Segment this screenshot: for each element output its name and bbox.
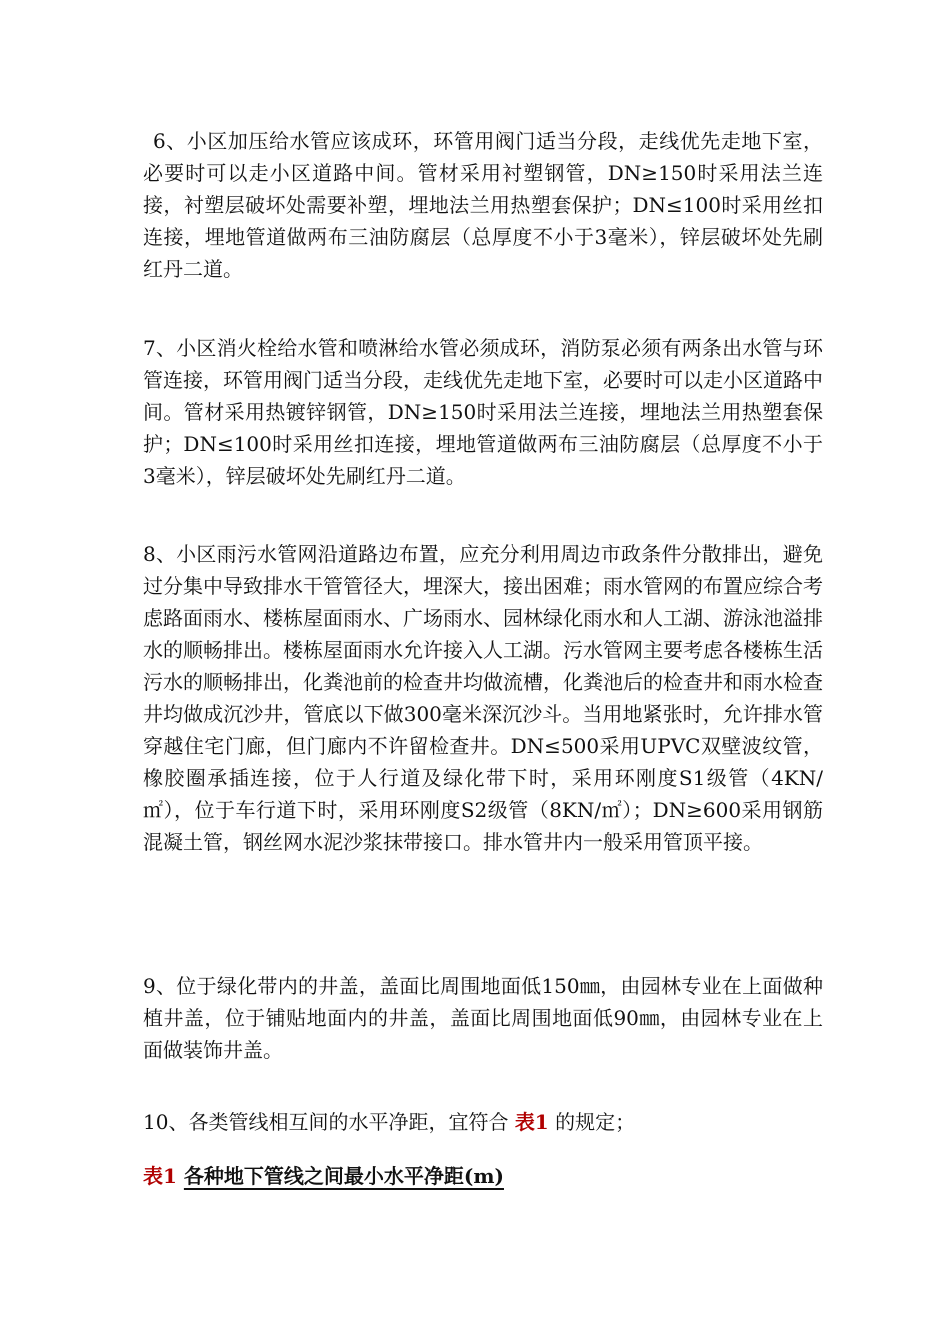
paragraph-6: 6、小区加压给水管应该成环，环管用阀门适当分段，走线优先走地下室，必要时可以走小区道路中间。管材采用衬塑钢管，DN≥150时采用法兰连接，衬塑层破坏处需要补塑，埋地法兰用热塑套保护；DN≤100时采用丝扣连接，埋地管道做两布三油防腐层（总厚度不小于3毫米），锌层破坏处先刷红丹二道。	[143, 129, 823, 281]
table-caption	[143, 1160, 504, 1192]
paragraph-10	[143, 1106, 823, 1138]
paragraph-8: 8、小区雨污水管网沿道路边布置，应充分利用周边市政条件分散排出，避免过分集中导致排水干管管径大，埋深大，接出困难；雨水管网的布置应综合考虑路面雨水、楼栋屋面雨水、广场雨水、园林绿化雨水和人工湖、游泳池溢排水的顺畅排出。楼栋屋面雨水允许接入人工湖。污水管网主要考虑各楼栋生活污水的顺畅排出，化粪池前的检查井均做流槽，化粪池后的检查井和雨水检查井均做成沉沙井，管底以下做300毫米深沉沙斗。当用地紧张时，允许排水管穿越住宅门廊，但门廊内不许留检查井。DN≤500采用UPVC双壁波纹管，橡胶圈承插连接，位于人行道及绿化带下时，采用环刚度S1级管（4KN/㎡），位于车行道下时，采用环刚度S2级管（8KN/㎡）；DN≥600采用钢筋混凝土管，钢丝网水泥沙浆抹带接口。排水管井内一般采用管顶平接。	[143, 542, 823, 854]
paragraph-10-text-before: 10、各类管线相互间的水平净距，宜符合	[143, 1110, 515, 1134]
paragraph-9: 9、位于绿化带内的井盖，盖面比周围地面低150㎜，由园林专业在上面做种植井盖，位于铺贴地面内的井盖，盖面比周围地面低90㎜，由园林专业在上面做装饰井盖。	[143, 974, 823, 1062]
table-reference: 表1	[514, 1110, 549, 1134]
paragraph-7: 7、小区消火栓给水管和喷淋给水管必须成环，消防泵必须有两条出水管与环管连接，环管用阀门适当分段，走线优先走地下室，必要时可以走小区道路中间。管材采用热镀锌钢管，DN≥150时采用法兰连接，埋地法兰用热塑套保护；DN≤100时采用丝扣连接，埋地管道做两布三油防腐层（总厚度不小于3毫米），锌层破坏处先刷红丹二道。	[143, 336, 823, 488]
table-caption-label: 表1	[143, 1164, 184, 1188]
table-caption-title: 各种地下管线之间最小水平净距(m)	[183, 1164, 504, 1188]
paragraph-10-text-after: 的规定；	[548, 1110, 636, 1134]
